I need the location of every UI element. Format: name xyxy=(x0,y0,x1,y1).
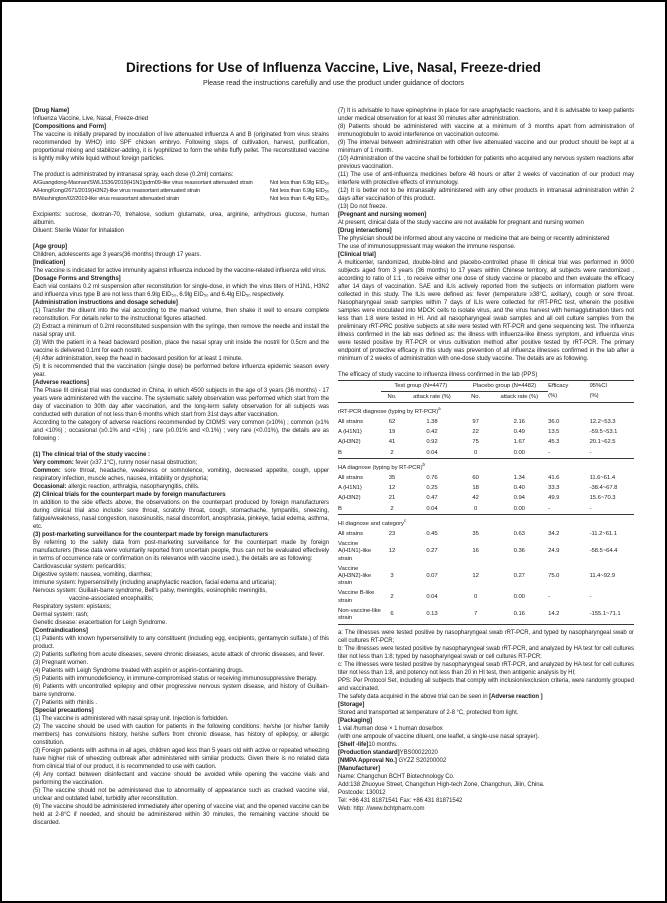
paragraph: (2) Extract a minimum of 0.2ml reconstituted suspension with the syringe, then remove the needle and install the nasal spray unit. xyxy=(33,324,329,338)
data-cell: 20.1~62.5 xyxy=(589,439,616,446)
data-cell: 0.13 xyxy=(403,606,461,624)
table-sub-header-row xyxy=(338,392,634,403)
data-cell: 2 xyxy=(381,504,403,515)
paragraph: The Phase III clinical trial was conducted in China, in which 4500 subjects in the age of 3 years (36 months) - 17 years were administered with the vaccine. The systematic safety observation was performed which start from the day of vaccination to 30th day after vaccination, and the long-term safety observation for all subjects was conducted with duration of not less than 6 months which start from 31st days after vaccination. xyxy=(33,388,329,418)
data-cell: -38.4~67.8 xyxy=(589,485,618,492)
data-cell: 36.0 xyxy=(548,419,560,426)
data-cell: - xyxy=(589,594,592,601)
data-cell: 35 xyxy=(472,531,479,538)
table-row xyxy=(338,494,634,504)
section-heading: [Packaging] xyxy=(338,716,372,724)
section-heading: [Contraindications] xyxy=(33,627,88,634)
data-cell: - xyxy=(590,504,634,515)
paragraph: According to the category of adverse reactions recommended by CIOMS: very common (≥10%) ; common (≥1% and <10%) ; occasional (≥0.1% and <1%) ; rare (≥0.01% and <0.1%) ; very rare (<0.01%), the details are as following : xyxy=(33,420,329,442)
strain-row xyxy=(33,195,329,203)
paragraph xyxy=(338,741,634,749)
data-cell: 0.47 xyxy=(426,495,438,502)
bold-text-run: Common: xyxy=(33,468,61,474)
page-subtitle: Please read the instructions carefully and use the product under guidance of doctors xyxy=(202,80,465,87)
table-group-header: 95%CI xyxy=(589,382,607,389)
data-cell: 1.67 xyxy=(513,439,525,446)
data-cell: - xyxy=(548,504,589,515)
paragraph: (4) Any contact between disinfectant and vaccine should be avoided while opening the vaccine vials and performing the vaccination. xyxy=(33,772,329,786)
data-cell: 0 xyxy=(461,504,491,515)
two-column-layout xyxy=(2,107,665,827)
data-cell: 0.00 xyxy=(490,504,548,515)
section-heading: [Storage] xyxy=(338,700,365,708)
data-cell: 0.36 xyxy=(513,548,525,555)
data-cell: 11.6~61.4 xyxy=(589,475,616,482)
paragraph: (6) The vaccine should be administered immediately after opening of vaccine vial; and the opened vaccine can be held at 2-8°C if needed, and should be administered within 30 minutes, the remaining vaccine should be discarded. xyxy=(33,804,329,826)
data-cell: 0.25 xyxy=(426,485,438,492)
section-heading: [Compositions and Form] xyxy=(33,123,106,130)
text-run: GYZZ S20200002 xyxy=(396,757,447,764)
data-cell: 97 xyxy=(472,419,479,426)
data-cell: 12 xyxy=(472,573,479,580)
footnote-marker: b xyxy=(422,461,425,467)
paragraph: (10) Administration of the vaccine shall be forbidden for patients who acquired any nervous system reactions after previous vaccination. xyxy=(338,156,634,170)
bold-text-run: [NMPA Approval No.] xyxy=(338,757,397,764)
paragraph: Respiratory system: epistaxis; xyxy=(33,604,112,610)
paragraph: (1) The vaccine is administered with nasal spray unit. Injection is forbidden. xyxy=(33,716,229,722)
data-cell: 45.3 xyxy=(548,439,560,446)
table-row xyxy=(338,428,634,438)
paragraph: (3) With the patient in a head backward position, place the nasal spray unit inside the nostril for 0.5cm and the vaccine is delivered 0.1ml for each nostril. xyxy=(33,340,329,354)
data-cell: -155.1~71.1 xyxy=(590,606,634,624)
paragraph: Genetic disease: exacerbation for Leigh Syndrome. xyxy=(33,620,167,626)
table-row xyxy=(338,474,634,484)
paragraph: (12) It is better not to be intranasally administered with any other products in intranasal administration within 2 days after vaccination of this product. xyxy=(338,188,634,202)
table-group-header: Placebo group (N=4482) xyxy=(461,381,548,392)
data-cell: 41 xyxy=(388,439,396,446)
data-cell: 0.16 xyxy=(490,606,548,624)
spacer xyxy=(33,235,329,243)
data-cell: 15.6~70.3 xyxy=(589,495,616,502)
paragraph: c: The illnesses were tested positive by nasopharyngeal swab rRT-PCR, and analyzed by HA test for cell cultures titer not less than 1:8, and potency not less than 20 in HI test, then antigenic analysis by HI; xyxy=(338,661,634,676)
paragraph: The vaccine is initially prepared by inoculation of live attenuated influenza A and B (originated from virus strains recommended by WHO) into SPF chicken embryo. Following steps of cultivation, harvest, purification, proportional mixing and stabilizer-adding, it is lyophilized to form the white fluffy pellet. The reconstituted vaccine is lightly milky white liquid without foreign particles. xyxy=(33,132,329,162)
data-cell: 35 xyxy=(388,475,396,482)
table-sub-header: No. xyxy=(381,392,403,403)
data-cell: 0.76 xyxy=(426,475,438,482)
data-cell: 1.38 xyxy=(426,419,438,426)
paragraph: Each vial contains 0.2 ml suspension after reconstitution for single-dose, in which the virus titers of H1N1, H3N2 and influenza virus type B are not less than 6.9lg EID₅₀, 6.9lg EID₅₀ and 6.4lg EID₅₀ respectively. xyxy=(33,284,329,298)
paragraph: (7) Patients with rhinitis . xyxy=(33,700,97,706)
table-sub-header: (%) xyxy=(590,392,634,403)
paragraph: Digestive system: nausea, vomiting, diarrhea; xyxy=(33,572,152,578)
section-heading: [Age group] xyxy=(33,243,67,250)
strain-titer: Not less than 6.4lg EID₅₀ xyxy=(269,196,329,202)
paragraph: (7) It is advisable to have epinephrine in place for rare anaphylactic reactions, and it is advisable to keep patients under medical observation for at least 30 minutes after administration. xyxy=(338,108,634,122)
table-section-row xyxy=(338,403,634,418)
strain-name: A/HongKong/2671/2019(H3N2)-like virus reassortant attenuated strain xyxy=(33,188,200,194)
paragraph: PPS: Per Protocol Set, including all subjects that comply with inclusion/exclusion criteria, were randomly grouped and vaccinated. xyxy=(338,677,634,692)
paragraph: (4) Patients with Leigh Syndrome treated with aspirin or aspirin-containing drugs. xyxy=(33,668,244,674)
paragraph: (13) Do not freeze. xyxy=(338,204,388,210)
data-cell: 14.2 xyxy=(548,606,589,624)
table-group-header-row xyxy=(338,381,634,392)
data-cell: - xyxy=(548,448,589,459)
paragraph xyxy=(338,749,634,757)
data-cell: 0.04 xyxy=(403,504,461,515)
data-cell: 0.49 xyxy=(513,429,525,436)
row-label: B xyxy=(338,448,381,459)
section-heading: [Indication] xyxy=(33,259,66,266)
data-cell: 6 xyxy=(381,606,403,624)
section-heading: [Drug interactions] xyxy=(338,227,392,234)
data-cell: 19 xyxy=(388,429,396,436)
paragraph: Stored and transported at temperature of 2-8 °C, protected from light. xyxy=(338,709,519,716)
paragraph: Dermal system: rash; xyxy=(33,612,89,618)
data-cell: 3 xyxy=(390,573,394,580)
bold-text-run: Very common: xyxy=(33,460,74,466)
paragraph: Tel: +86 431 81871541 Fax: +86 431 81871542 xyxy=(338,797,463,804)
paragraph xyxy=(33,483,329,491)
table-row xyxy=(338,606,634,624)
paragraph: Postcode: 130012 xyxy=(338,789,386,796)
data-cell: 7 xyxy=(461,606,491,624)
table-title: The efficacy of study vaccine to influenza illness confirmed in the lab (PPS) xyxy=(338,372,538,378)
table-group-header: Test group (N=4477) xyxy=(381,381,461,392)
row-label: Vaccine A(H3N2)-like strain xyxy=(338,565,372,587)
paragraph: By referring to the safety data from post-marketing surveillance for the counterpart made by foreign manufacturers (these data were voluntarily reported from uncertain people, thus can not be evaluated effectively in terms of occurrence rate or confirmation on its relevance with vaccine used.), the details are as following: xyxy=(33,540,329,562)
table-row xyxy=(338,438,634,448)
paragraph: The physician should be informed about any vaccine or medicine that are being or recently administered xyxy=(338,236,610,242)
section-heading: (3) post-marketing surveillance for the counterpart made by foreign manufacturers xyxy=(33,531,269,538)
strain-name: B/Washington/02/2019-like virus reassortant attenuated strain xyxy=(33,196,180,202)
row-label: A (H1N1) xyxy=(338,429,362,436)
data-cell: 12 xyxy=(388,485,396,492)
row-label: All strains xyxy=(338,531,363,538)
data-cell: 0.27 xyxy=(513,573,525,580)
section-heading: [Administration instructions and dosage schedule] xyxy=(33,299,178,306)
data-cell: 1.34 xyxy=(513,475,525,482)
paragraph: A multicenter, randomized, double-blind and placebo-controlled phase III clinical trial was performed in 9000 subjects aged from 3 years (36 months) to 17 years within Chinese territory, all subjects were randomized , according to ratio of 1:1 , to receive either one dose of study vaccine or placebo and then evaluate the efficacy after 14 days of vaccination. SAE and ILIs actively reported from the subjects on information platform were collected in this study. The ILIs were defined as: fever (temperature ≥38°C, axillary), cough or sore throat. Nasopharyngeal swab samples within 7 days of ILIs were collected for rRT-PRC test, wherein the positive samples were inoculated into MDCK cells to isolate virus, and the virus harvest with hemagglutination titers not less than 1:8 were tested in HI. And all nasopharyngeal swab samples and all cell culture samples from the preliminary rRT-PRC positive subjects at site were tested with RT-PCR and gene sequencing test. The influenza illness confirmed in the lab was defined as: the illness with influenza-like illness symptom, and influenza virus were tested positive by RT-PCR or virus cultivation method after positive tested by rRT-PCR. The primary endpoint of protective efficacy in this study was prevention of all influenza illnesses confirmed in the lab after a minimum of 2 weeks of administration with one-dose study vaccine. The details are as following. xyxy=(338,260,634,362)
table-row xyxy=(338,448,634,459)
text-run: The safety data acquired in the above trial can be seen in xyxy=(338,693,490,700)
paragraph: 1 vial /human dose × 1 human dose/box xyxy=(338,725,443,732)
row-label: All strains xyxy=(338,419,363,426)
right-column xyxy=(338,107,634,827)
paragraph: Cardiovascular system: pericarditis; xyxy=(33,564,126,570)
data-cell: 0.07 xyxy=(426,573,438,580)
paragraph: Name: Changchun BCHT Biotechnology Co. xyxy=(338,773,455,780)
row-label: All strains xyxy=(338,475,363,482)
paragraph: Web: http: //www.bchtpharm.com xyxy=(338,805,425,812)
data-cell: 23 xyxy=(388,531,396,538)
paragraph: Influenza Vaccine, Live, Nasal, Freeze-dried xyxy=(33,116,149,122)
data-cell: 0.40 xyxy=(513,485,525,492)
data-cell: 18 xyxy=(472,485,479,492)
paragraph: (with one ampoule of vaccine diluent, one leaflet, a single-use nasal sprayer). xyxy=(338,733,540,740)
data-cell: 75 xyxy=(472,439,479,446)
paragraph: Excipients: sucrose, dextran-70, trehalose, sodium glutamate, urea, arginine, anhydrous glucose, human albumin. xyxy=(33,212,329,226)
table-sub-header: No. xyxy=(461,392,491,403)
data-cell: 0.00 xyxy=(490,448,548,459)
table-section-label: HI diagnose and category xyxy=(338,520,404,527)
section-heading: (1) The clinical trial of the study vaccine : xyxy=(33,451,150,458)
data-cell: 2 xyxy=(390,594,394,601)
section-heading: (2) Clinical trials for the counterpart made by foreign manufacturers xyxy=(33,491,226,498)
table-sub-header: attack rate (%) xyxy=(403,392,461,403)
strain-titer: Not less than 6.9lg EID₅₀ xyxy=(269,188,329,194)
data-cell: 0.00 xyxy=(513,594,525,601)
strain-titer: Not less than 6.9lg EID₅₀ xyxy=(269,180,329,186)
table-row xyxy=(338,540,634,565)
section-heading: [Manufacturer] xyxy=(338,764,380,772)
paragraph: (2) Patients suffering from acute diseases, severe chronic diseases, acute attack of chronic diseases, and fever. xyxy=(33,652,325,658)
data-cell: 2 xyxy=(381,448,403,459)
data-cell: 16 xyxy=(472,548,479,555)
data-cell: 49.9 xyxy=(548,495,560,502)
strain-row xyxy=(33,179,329,187)
paragraph: (4) After administration, keep the head in backward position for at least 1 minute. xyxy=(33,356,243,362)
paragraph: a: The illnesses were tested positive by nasopharyngeal swab rRT-PCR, and typed by nasopharyngeal swab or cell cultures RT-PCR; xyxy=(338,629,634,644)
paragraph: b: The illnesses were tested positive by nasopharyngeal swab rRT-PCR, and analyzed by HA test for cell cultures titer not less than 1:8; typed by nasopharyngeal swab or cell cultures RT-PCR; xyxy=(338,645,634,660)
data-cell: 62 xyxy=(388,419,396,426)
table-group-header: Efficacy xyxy=(548,382,569,389)
paragraph xyxy=(33,467,329,483)
paragraph: Immune system: hypersensitivity (including anaphylactic reaction, facial edema and urticaria); xyxy=(33,580,277,586)
row-label: A (H1N1) xyxy=(338,485,362,492)
section-heading: [Pregnant and nursing women] xyxy=(338,211,427,218)
data-cell: 0.42 xyxy=(426,429,438,436)
paragraph: At present, clinical data of the study vaccine are not available for pregnant and nursing women xyxy=(338,220,584,226)
data-cell: - xyxy=(548,594,551,601)
data-cell: 60 xyxy=(472,475,479,482)
table-section-header xyxy=(338,403,634,418)
paragraph: (8) Patients should be administered with vaccine at a minimum of 3 months apart from administration of immunoglobulin to avoid interference on vaccination outcome. xyxy=(338,124,634,138)
table-row xyxy=(338,484,634,494)
row-label: A(H3N2) xyxy=(338,495,361,502)
row-label: Vaccine B-like strain xyxy=(338,590,375,604)
paragraph: (1) Transfer the diluent into the vial according to the marked volume, then shake it well to ensure complete reconstitution. For details refer to the instructional figures attached. xyxy=(33,308,329,322)
data-cell: 0.63 xyxy=(513,531,525,538)
data-cell: 75.0 xyxy=(548,573,560,580)
data-cell: 0.04 xyxy=(426,594,438,601)
data-cell: 42 xyxy=(472,495,479,502)
section-heading: [Dosage Forms and Strengths] xyxy=(33,275,121,282)
table-row xyxy=(338,589,634,606)
section-heading: [Drug Name] xyxy=(33,107,70,114)
table-section-label: rRT-PCR diagnose (typing by RT-PCR) xyxy=(338,408,439,415)
table-sub-header: attack rate (%) xyxy=(490,392,548,403)
table-row xyxy=(338,504,634,515)
text-run: fever (≥37.1°C), runny nose/ nasal obstruction; xyxy=(73,460,198,466)
page-title: Directions for Use of Influenza Vaccine, Live, Nasal, Freeze-dried xyxy=(126,60,541,75)
data-cell: 21 xyxy=(388,495,396,502)
row-label: Vaccine A(H1N1)-like strain xyxy=(338,541,372,562)
data-cell: 13.5 xyxy=(548,429,560,436)
efficacy-table xyxy=(338,380,634,625)
data-cell: -58.5~64.4 xyxy=(589,548,618,555)
data-cell: 0.27 xyxy=(426,548,438,555)
paragraph: (5) The vaccine should not be administered due to abnormality of appearance such as cracked vaccine vial, unclear and outdated label, turbidity after reconstitution. xyxy=(33,788,329,802)
spacer xyxy=(33,443,329,451)
text-run: YBS00022020 xyxy=(399,749,438,756)
data-cell: - xyxy=(590,448,634,459)
paragraph: (5) Patients with immunodeficiency, in immune-compromised status or receiving immunosuppressive therapy. xyxy=(33,676,318,682)
paragraph: The product is administrated by intranasal spray, each dose (0.2ml) contains: xyxy=(33,172,234,178)
paragraph: (3) Pregnant women. xyxy=(33,660,89,666)
paragraph: (1) Patients with known hypersensitivity to any constituent (including egg, excipients, gentamycin sulfate.) of this product. xyxy=(33,636,329,650)
paragraph: Children, adolescents age 3 years(36 months) through 17 years. xyxy=(33,252,201,258)
table-row xyxy=(338,564,634,589)
row-label: A(H3N2) xyxy=(338,439,361,446)
row-label: B xyxy=(338,504,381,515)
spacer xyxy=(33,163,329,171)
data-cell: 22 xyxy=(472,429,479,436)
paragraph: (3) Foreign patients with asthma in all ages, children aged less than 5 years old with active or repeated wheezing have higher risk of wheezing outbreak after administered with similar products. Given there is no related data from clinical trial of our product, it is recommended to use with caution. xyxy=(33,748,329,770)
section-heading: [Clinical trial] xyxy=(338,251,376,258)
data-cell: 0 xyxy=(461,448,491,459)
paragraph: (6) Patients with uncontrolled epilepsy and other progressive nervous system disease, and history of Guillain-barre syndrome. xyxy=(33,684,329,698)
footnote-marker: a xyxy=(438,405,441,411)
table-row xyxy=(338,418,634,428)
footnote-marker: c xyxy=(403,517,407,523)
table-row xyxy=(338,530,634,540)
bold-text-run: Occasional: xyxy=(33,484,67,490)
left-column xyxy=(33,107,329,827)
table-section-row xyxy=(338,515,634,530)
data-cell: 33.3 xyxy=(548,485,560,492)
row-label: Non-vaccine-like strain xyxy=(338,606,381,624)
table-sub-header xyxy=(338,392,381,403)
bold-text-run: [Production standard] xyxy=(338,749,400,756)
paragraph: vaccine-associated encephalitis; xyxy=(69,596,154,602)
paragraph: Add:138 Zhuoyue Street, Changchun High-tech Zone, Changchun, Jilin, China. xyxy=(338,781,545,788)
data-cell: 12.2~53.3 xyxy=(589,419,616,426)
data-cell: -59.5~53.1 xyxy=(589,429,618,436)
spacer xyxy=(338,363,634,371)
table-section-header xyxy=(338,515,634,530)
paragraph xyxy=(33,459,329,467)
table-sub-header: (%) xyxy=(548,392,589,403)
data-cell: 2.16 xyxy=(513,419,525,426)
text-run: 10 months. xyxy=(368,741,398,748)
text-run: allergic reaction, arthralgia, nasopharyngitis, chills. xyxy=(66,484,200,490)
paragraph: The use of immunosuppressant may weaken the immune response. xyxy=(338,244,516,250)
data-cell: 0.04 xyxy=(403,448,461,459)
table-corner-cell xyxy=(338,381,381,392)
table-section-label: HA diagnose (typing by RT-PCR) xyxy=(338,464,423,471)
data-cell: 12 xyxy=(388,548,396,555)
data-cell: 0.45 xyxy=(426,531,438,538)
paragraph: Diluent: Sterile Water for Inhalation xyxy=(33,228,124,234)
bold-text-run: [Shelf -life] xyxy=(338,741,369,748)
paragraph xyxy=(338,693,634,701)
table-section-row xyxy=(338,459,634,474)
paragraph: Nervous system: Guillain-barre syndrome, Bell's palsy, meningitis, eosinophilic meningitis, xyxy=(33,588,267,594)
table-section-header xyxy=(338,459,634,474)
paragraph: (11) The use of anti-influenza medicines before 48 hours or after 2 weeks of vaccination of our product may interfere with protective effects of immunology. xyxy=(338,172,634,186)
data-cell: 0.92 xyxy=(426,439,438,446)
paragraph: The vaccine is indicated for active immunity against influenza induced by the vaccine-related influenza wild virus. xyxy=(33,268,327,274)
data-cell: 0.94 xyxy=(513,495,525,502)
spacer xyxy=(33,203,329,211)
data-cell: 24.9 xyxy=(548,548,560,555)
text-run: sore throat, headache, weakness or somnolence, vomiting, decreased appetite, cough, upper respiratory infection, muscle aches, nausea, irritability or dysphoria; xyxy=(33,468,329,482)
bold-text-run: [Adverse reaction ] xyxy=(489,693,543,700)
paragraph: (9) The interval between administration with other live attenuated vaccine and our product should be kept at a minimum of 1 month. xyxy=(338,140,634,154)
section-heading: [Adverse reactions] xyxy=(33,379,89,386)
paragraph xyxy=(338,757,634,765)
data-cell: 34.2 xyxy=(548,531,560,538)
strain-row xyxy=(33,187,329,195)
paragraph: In addition to the side effects above, the observations on the counterpart produced by foreign manufacturers during clinical trial also include: sore throat, scratchy throat, cough, stomachache, tympanitis, sneezing, fatigue/weakness, nasal congestion, nasosinusitis, nasal discomfort, anosphrasia, pinkeye, facial edema, asthma, etc. xyxy=(33,500,329,530)
data-cell: -11.2~61.1 xyxy=(589,531,617,538)
paragraph: (2) The vaccine should be used with caution for patients in the following conditions: he/she (or his/her family members) has convulsions history, he/she suffers from chronic disease, has history of epilepsy, or allergic constitution. xyxy=(33,724,329,746)
section-heading: [Special precautions] xyxy=(33,707,94,714)
data-cell: 11.4~92.9 xyxy=(589,573,616,580)
data-cell: 41.6 xyxy=(548,475,560,482)
strain-name: A/Guangdong-Maonan/SWL1536/2019(H1N1)pdm09-like virus reassortant attenuated strain xyxy=(33,180,253,186)
data-cell: 0 xyxy=(473,594,478,601)
paragraph: (5) It is recommended that the vaccination (single dose) be performed before influenza epidemic season every year. xyxy=(33,364,329,378)
